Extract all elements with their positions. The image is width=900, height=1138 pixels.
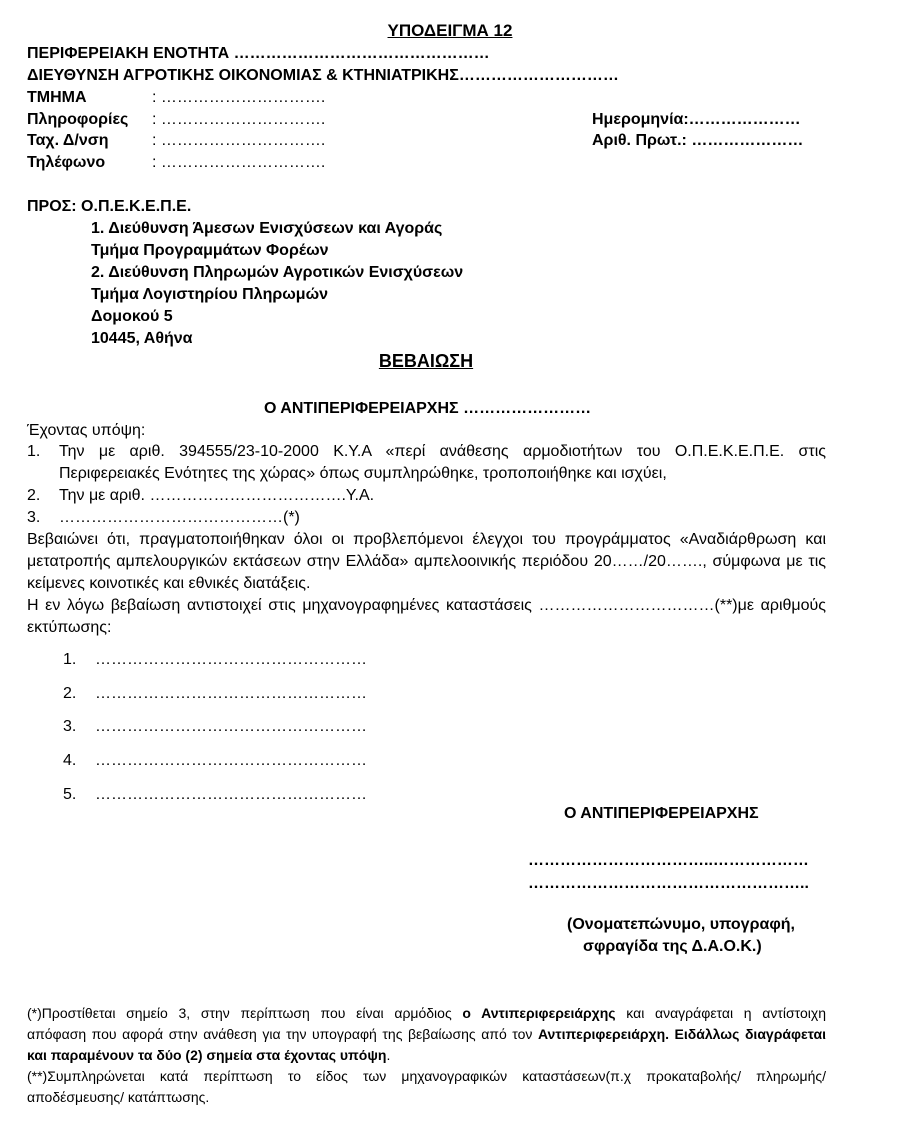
signature-caption: (Ονοματεπώνυμο, υπογραφή,	[567, 916, 795, 933]
print-number-index: 4.	[63, 752, 77, 769]
recipient-label: ΠΡΟΣ: Ο.Π.Ε.Κ.Ε.Π.Ε.	[27, 198, 192, 215]
date-field: Ημερομηνία:…………………	[592, 111, 801, 128]
recipient-line: 10445, Αθήνα	[91, 330, 193, 347]
print-number-field: ……………………………………………	[95, 718, 367, 735]
item-number: 1.	[27, 443, 41, 460]
phone-value: : ………………………….	[152, 154, 326, 171]
footnote-text: (*)Προστίθεται σημείο 3, στην περίπτωση που είναι αρμόδιος	[27, 1005, 463, 1021]
certify-line-2: μετατροπής αμπελουργικών εκτάσεων στην Ελλάδα» αμπελοοινικής περιόδου 20……/20……., σύμφωνα με τις	[27, 553, 826, 570]
print-number-index: 3.	[63, 718, 77, 735]
recipient-line: 1. Διεύθυνση Άμεσων Ενισχύσεων και Αγοράς	[91, 220, 443, 237]
address-value: : ………………………….	[152, 132, 326, 149]
certify-line-3: κείμενες κοινοτικές και εθνικές διατάξεις.	[27, 575, 311, 592]
footnote-text: και αναγράφεται η αντίστοιχη	[615, 1005, 826, 1021]
regional-unit-line: ΠΕΡΙΦΕΡΕΙΑΚΗ ΕΝΟΤΗΤΑ …………………………………………	[27, 45, 490, 62]
document-title: ΥΠΟΔΕΙΓΜΑ 12	[387, 21, 513, 40]
considering-label: Έχοντας υπόψη:	[27, 422, 146, 439]
recipient-line: Τμήμα Λογιστηρίου Πληρωμών	[91, 286, 328, 303]
print-number-field: ……………………………………………	[95, 786, 367, 803]
directorate-line: ΔΙΕΥΘΥΝΣΗ ΑΓΡΟΤΙΚΗΣ ΟΙΚΟΝΟΜΙΑΣ & ΚΤΗΝΙΑΤΡΙΚΗΣ…………………………	[27, 67, 619, 84]
signature-line: ……………………………………………..	[528, 875, 809, 892]
certificate-heading: ΒΕΒΑΙΩΣΗ	[378, 351, 474, 371]
footnote-2-line-1: (**)Συμπληρώνεται κατά περίπτωση το είδος των μηχανογραφικών καταστάσεων(π.χ προκαταβολής/ πληρωμής/	[27, 1068, 826, 1084]
print-number-index: 5.	[63, 786, 77, 803]
footnote-text: απόφαση που αφορά στην ανάθεση για την υπογραφή της βεβαίωσης από τον	[27, 1026, 538, 1042]
recipient-line: Τμήμα Προγραμμάτων Φορέων	[91, 242, 329, 259]
address-label: Ταχ. Δ/νση	[27, 132, 109, 149]
item-number: 2.	[27, 487, 41, 504]
signature-line: ……………………………..………………	[528, 852, 809, 869]
print-number-field: ……………………………………………	[95, 752, 367, 769]
print-number-index: 2.	[63, 685, 77, 702]
footnote-text: .	[386, 1047, 391, 1063]
corresponds-line-2: εκτύπωσης:	[27, 619, 112, 636]
footnote-emphasis: και παραμένουν τα δύο (2) σημεία στα έχοντας υπόψη	[27, 1047, 387, 1063]
print-number-index: 1.	[63, 651, 77, 668]
print-number-field: ……………………………………………	[95, 651, 367, 668]
footnote-2-line-2: αποδέσμευσης/ κατάπτωσης.	[27, 1089, 210, 1105]
certify-line-1: Βεβαιώνει ότι, πραγματοποιήθηκαν όλοι οι προβλεπόμενοι έλεγχοι του προγράμματος «Αναδιάρθρωση και	[27, 531, 826, 548]
corresponds-line-1: Η εν λόγω βεβαίωση αντιστοιχεί στις μηχανογραφημένες καταστάσεις ……………………………(**)με αριθμούς	[27, 597, 826, 614]
department-value: : ………………………….	[152, 89, 326, 106]
recipient-line: 2. Διεύθυνση Πληρωμών Αγροτικών Ενισχύσεων	[91, 264, 464, 281]
footnote-emphasis: Αντιπεριφερειάρχη	[537, 1026, 666, 1042]
signature-title: Ο ΑΝΤΙΠΕΡΙΦΕΡΕΙΑΡΧΗΣ	[564, 805, 759, 822]
item-2-text: Την με αριθ. ……………………………….Υ.Α.	[59, 487, 375, 504]
phone-label: Τηλέφωνο	[27, 154, 106, 171]
item-1-line-1: Την με αριθ. 394555/23-10-2000 Κ.Υ.Α «περί ανάθεσης αρμοδιοτήτων του Ο.Π.Ε.Κ.Ε.Π.Ε. στις	[59, 443, 826, 460]
information-label: Πληροφορίες	[27, 111, 129, 128]
footnote-1-line-2	[27, 1024, 826, 1045]
protocol-number-field: Αριθ. Πρωτ.: …………………	[592, 132, 804, 149]
signature-caption: σφραγίδα της Δ.Α.Ο.Κ.)	[583, 938, 762, 955]
item-number: 3.	[27, 509, 41, 526]
footnote-emphasis: ο Αντιπεριφερειάρχης	[462, 1005, 616, 1021]
footnote-1-line-1	[27, 1003, 826, 1024]
department-label: ΤΜΗΜΑ	[27, 89, 87, 106]
footnote-1-line-3	[27, 1045, 390, 1066]
print-number-field: ……………………………………………	[95, 685, 367, 702]
recipient-line: Δομοκού 5	[91, 308, 173, 325]
item-1-line-2: Περιφερειακές Ενότητες της χώρας» όπως συμπληρώθηκε, τροποποιήθηκε και ισχύει,	[59, 465, 667, 482]
information-value: : ………………………….	[152, 111, 326, 128]
authority-line: Ο ΑΝΤΙΠΕΡΙΦΕΡΕΙΑΡΧΗΣ ……………………	[264, 400, 592, 417]
item-3-text: ……………………………………(*)	[59, 509, 300, 526]
footnote-emphasis: . Ειδάλλως διαγράφεται	[665, 1026, 826, 1042]
